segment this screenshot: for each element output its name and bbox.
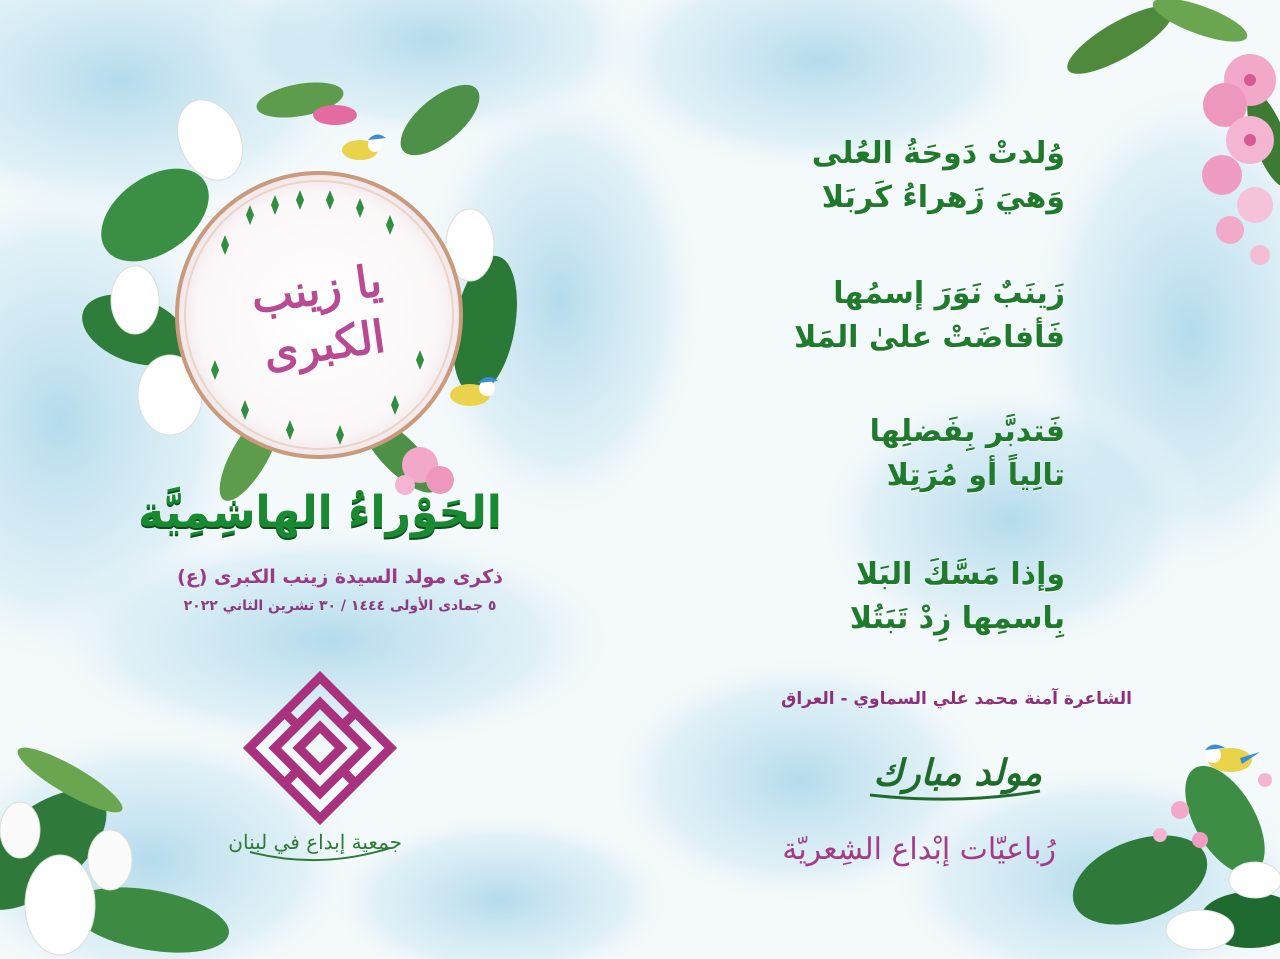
poem-line: وإذا مَسَّكَ البَلا bbox=[855, 557, 1065, 592]
poem-line: بِاسمِها زِدْ تَبَتُلا bbox=[849, 601, 1065, 636]
card-date: ٥ جمادى الأولى ١٤٤٤ / ٣٠ تشرين الثاني ٢٠٢٢ bbox=[183, 598, 497, 614]
poem-line: وُلدتْ دَوحَةُ العُلى bbox=[811, 136, 1065, 171]
poet-credit: الشاعرة آمنة محمد علي السماوي - العراق bbox=[781, 689, 1132, 709]
seal-calligraphy-text: يا زينب الكبرى bbox=[248, 255, 389, 379]
association-name: جمعية إبداع في لبنان bbox=[228, 830, 402, 854]
blue-tit-bird-icon bbox=[1205, 744, 1260, 772]
poem-line: فَتدبَّر بِفَضلِها bbox=[869, 414, 1065, 449]
poem-line: تالِياً أو مُرَتِلا bbox=[886, 458, 1065, 493]
greeting-text: مولد مبارك bbox=[873, 752, 1042, 794]
poem-stanza-1 bbox=[812, 132, 1065, 220]
poem-stanza-4 bbox=[850, 553, 1065, 641]
poem-line: فَأفاضَتْ علىٰ المَلا bbox=[794, 320, 1065, 355]
series-title: رُباعيّات إبْداع الشِعريّة bbox=[782, 832, 1056, 867]
poem-stanza-2 bbox=[794, 272, 1065, 360]
poem-line: وَهيَ زَهراءُ كَربَلا bbox=[821, 180, 1065, 215]
card-subtitle: ذكرى مولد السيدة زينب الكبرى (ع) bbox=[177, 566, 503, 588]
card-title: الحَوْراءُ الهاشِمِيَّة bbox=[138, 487, 502, 538]
poem-stanza-3 bbox=[870, 410, 1065, 498]
poem-line: زَينَبٌ نَوَرَ إسمُها bbox=[833, 276, 1065, 311]
